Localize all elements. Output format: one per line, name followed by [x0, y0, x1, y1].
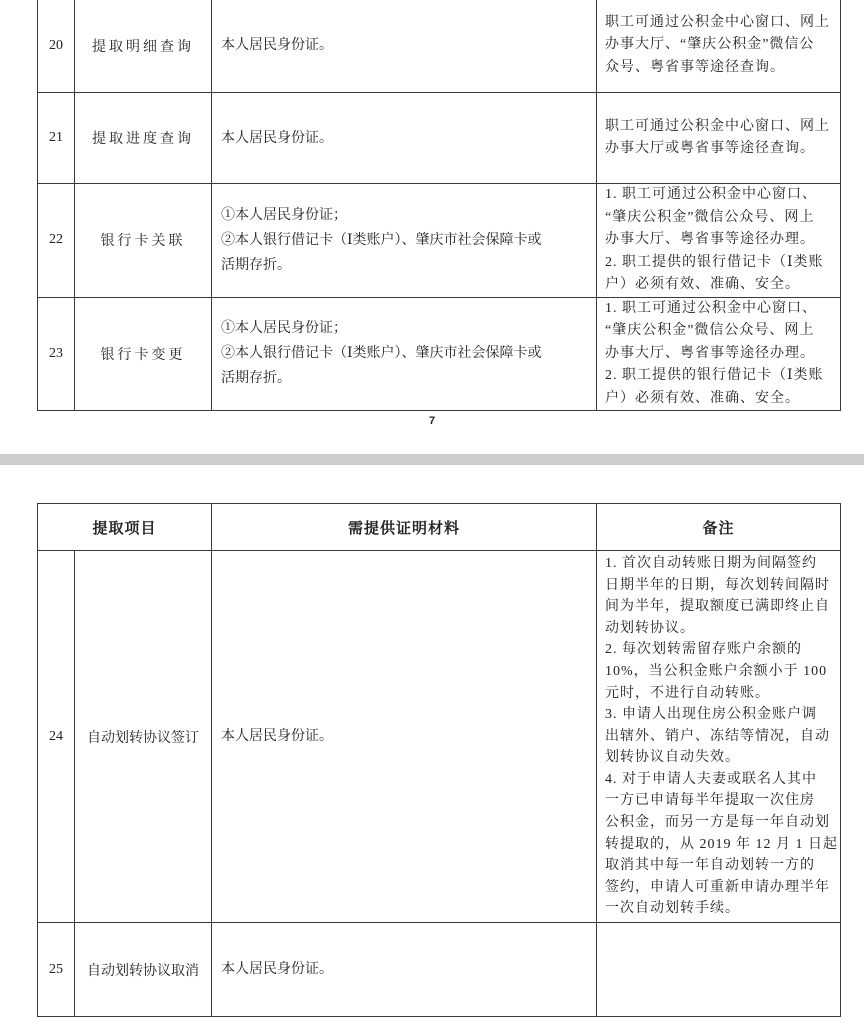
- row-item: 银行卡变更: [75, 297, 212, 411]
- row-materials: [212, 551, 597, 923]
- notes-line: 办事大厅或粤省事等途径查询。: [605, 141, 815, 156]
- table-row: [38, 184, 841, 298]
- row-item: 提取明细查询: [75, 0, 212, 93]
- notes-line: 动划转协议。: [605, 620, 696, 636]
- materials-line: 本人居民身份证。: [221, 130, 333, 146]
- row-materials: [212, 923, 597, 1017]
- row-materials: [212, 93, 597, 184]
- notes-line: 1. 职工可通过公积金中心窗口、: [605, 300, 817, 316]
- row-number: 25: [38, 923, 75, 1017]
- table-row: [38, 93, 841, 184]
- row-notes: [597, 297, 841, 411]
- table-row: [38, 297, 841, 411]
- row-materials: [212, 0, 597, 93]
- notes-line: 1. 首次自动转账日期为间隔签约: [605, 555, 818, 571]
- withdrawal-table-page-7: [37, 0, 841, 411]
- materials-line: 本人居民身份证。: [221, 729, 334, 744]
- notes-line: 户）必须有效、准确、安全。: [605, 277, 800, 292]
- table-header-row: [38, 504, 841, 551]
- notes-line: 3. 申请人出现住房公积金账户调: [605, 707, 818, 723]
- materials-line: 活期存折。: [221, 371, 291, 387]
- materials-line: ②本人银行借记卡（Ⅰ类账户）、肇庆市社会保障卡或: [221, 346, 542, 362]
- notes-line: 2. 职工提供的银行借记卡（Ⅰ类账: [605, 254, 824, 270]
- row-item: 提取进度查询: [75, 93, 212, 184]
- materials-line: ②本人银行借记卡（Ⅰ类账户）、肇庆市社会保障卡或: [221, 232, 542, 248]
- notes-line: 划转协议自动失效。: [605, 750, 741, 766]
- materials-line: 本人居民身份证。: [221, 962, 334, 977]
- row-number: 23: [38, 297, 75, 411]
- materials-line: ①本人居民身份证；: [221, 207, 347, 223]
- notes-line: 2. 职工提供的银行借记卡（Ⅰ类账: [605, 368, 824, 383]
- notes-line: 2. 每次划转需留存账户余额的: [605, 642, 803, 658]
- notes-line: 公积金，而另一方是每一年自动划: [605, 815, 831, 831]
- table-row: [38, 923, 841, 1017]
- notes-line: 日期半年的日期，每次划转间隔时: [605, 577, 831, 593]
- notes-line: 办事大厅、粤省事等途径办理。: [605, 232, 815, 247]
- materials-line: 本人居民身份证。: [221, 38, 333, 53]
- row-item: 自动划转协议签订: [75, 551, 212, 923]
- notes-line: 4. 对于申请人夫妻或联名人其中: [605, 771, 818, 787]
- notes-line: 1. 职工可通过公积金中心窗口、: [605, 187, 817, 202]
- row-notes: [597, 184, 841, 298]
- notes-line: 出辖外、销户、冻结等情况，自动: [605, 728, 831, 744]
- header-notes: 备注: [597, 504, 841, 551]
- notes-line: 一次自动划转手续。: [605, 901, 741, 917]
- notes-line: “肇庆公积金”微信公众号、网上: [605, 209, 815, 225]
- withdrawal-table-page-8: [37, 503, 841, 1017]
- materials-line: ①本人居民身份证；: [221, 321, 347, 337]
- row-notes: [597, 551, 841, 923]
- notes-line: 10%，当公积金账户余额小于 100: [605, 663, 828, 679]
- row-notes: [597, 0, 841, 93]
- notes-line: 转提取的，从 2019 年 12 月 1 日起: [605, 836, 839, 852]
- notes-line: 职工可通过公积金中心窗口、网上: [605, 118, 830, 134]
- row-item: 自动划转协议取消: [75, 923, 212, 1017]
- row-number: 24: [38, 551, 75, 923]
- table-row: [38, 0, 841, 93]
- row-number: 21: [38, 93, 75, 184]
- notes-line: “肇庆公积金”微信公众号、网上: [605, 323, 815, 338]
- page-separator: [0, 454, 864, 465]
- notes-line: 取消其中每一年自动划转一方的: [605, 858, 816, 874]
- notes-line: 间为半年，提取额度已满即终止自: [605, 599, 831, 615]
- row-notes: [597, 923, 841, 1017]
- page-number: 7: [428, 415, 436, 427]
- row-notes: [597, 93, 841, 184]
- row-number: 22: [38, 184, 75, 298]
- materials-line: 活期存折。: [221, 257, 291, 273]
- notes-line: 办事大厅、粤省事等途径办理。: [605, 345, 815, 361]
- notes-line: 办事大厅、“肇庆公积金”微信公: [605, 37, 815, 53]
- notes-line: 元时，不进行自动转账。: [605, 685, 771, 701]
- notes-line: 签约，申请人可重新申请办理半年: [605, 879, 831, 895]
- notes-line: 职工可通过公积金中心窗口、网上: [605, 14, 830, 30]
- row-item: 银行卡关联: [75, 184, 212, 298]
- row-materials: [212, 297, 597, 411]
- header-item: 提取项目: [38, 504, 212, 551]
- row-number: 20: [38, 0, 75, 93]
- notes-line: 户）必须有效、准确、安全。: [605, 390, 800, 406]
- notes-line: 一方已申请每半年提取一次住房: [605, 793, 816, 809]
- notes-line: 众号、粤省事等途径查询。: [605, 59, 785, 75]
- row-materials: [212, 184, 597, 298]
- table-row: [38, 551, 841, 923]
- header-materials: 需提供证明材料: [212, 504, 597, 551]
